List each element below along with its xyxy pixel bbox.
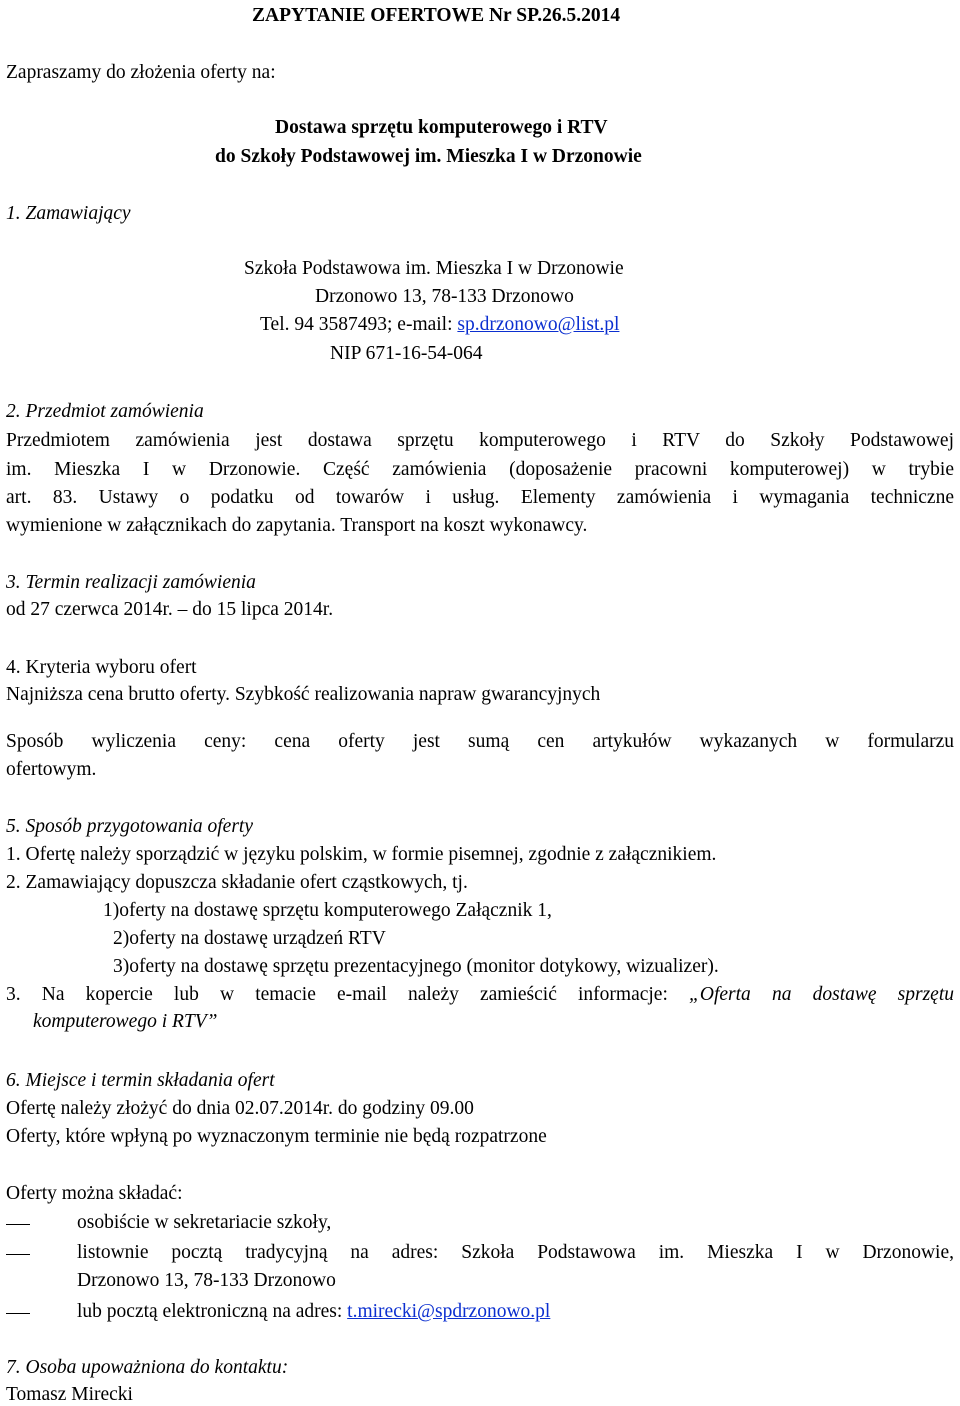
submission-deadline: Ofertę należy złożyć do dnia 02.07.2014r. do godziny 09.00 [6, 1098, 474, 1119]
ordering-party-name: Szkoła Podstawowa im. Mieszka I w Drzonowie [244, 258, 624, 279]
school-email-link[interactable]: sp.drzonowo@list.pl [457, 314, 620, 335]
late-offers-note: Oferty, które wpłyną po wyznaczonym terminie nie będą rozpatrzone [6, 1126, 547, 1147]
section-3-heading: 3. Termin realizacji zamówienia [6, 572, 256, 593]
section-1-heading: 1. Zamawiający [6, 203, 131, 224]
preparation-point-3-line-1 [6, 984, 954, 1006]
subject-paragraph-line-3: art. 83. Ustawy o podatku od towarów i usług. Elementy zamówienia i wymagania techniczne [6, 487, 954, 508]
preparation-point-1: 1. Ofertę należy sporządzić w języku polskim, w formie pisemnej, zgodnie z załącznikiem. [6, 844, 717, 865]
method-in-person: osobiście w sekretariacie szkoły, [77, 1212, 332, 1233]
ordering-party-address: Drzonowo 13, 78-133 Drzonowo [315, 286, 574, 307]
partial-offer-1: 1)oferty na dostawę sprzętu komputerowego Załącznik 1, [103, 900, 552, 921]
subject-paragraph-line-2: im. Mieszka I w Drzonowie. Część zamówienia (doposażenie pracowni komputerowej) w trybie [6, 459, 954, 480]
invite-text: Zapraszamy do złożenia oferty na: [6, 62, 276, 83]
ordering-party-contact [260, 314, 619, 336]
method-email [77, 1301, 550, 1323]
deadline-text: od 27 czerwca 2014r. – do 15 lipca 2014r. [6, 599, 334, 620]
section-6-heading: 6. Miejsce i termin składania ofert [6, 1070, 275, 1091]
document-title: ZAPYTANIE OFERTOWE Nr SP.26.5.2014 [252, 5, 621, 26]
section-5-heading: 5. Sposób przygotowania oferty [6, 816, 253, 837]
subject-paragraph-line-4: wymienione w załącznikach do zapytania. Transport na koszt wykonawcy. [6, 515, 588, 536]
tel-text: Tel. 94 3587493; e-mail: [260, 314, 458, 335]
envelope-info-text: 3. Na kopercie lub w temacie e-mail należy zamieścić informacje: [6, 984, 690, 1005]
ordering-party-nip: NIP 671-16-54-064 [330, 343, 483, 364]
partial-offer-2: 2)oferty na dostawę urządzeń RTV [113, 928, 386, 949]
price-method-line-2: ofertowym. [6, 759, 97, 780]
envelope-quote-1: „Oferta na dostawę sprzętu [689, 984, 955, 1005]
section-4-heading: 4. Kryteria wyboru ofert [6, 657, 197, 678]
bullet-dash [6, 1254, 30, 1255]
subject-paragraph-line-1: Przedmiotem zamówienia jest dostawa sprzętu komputerowego i RTV do Szkoły Podstawowej [6, 430, 954, 451]
section-2-heading: 2. Przedmiot zamówienia [6, 401, 204, 422]
subject-line-1: Dostawa sprzętu komputerowego i RTV [275, 117, 608, 138]
price-method-line-1: Sposób wyliczenia ceny: cena oferty jest sumą cen artykułów wykazanych w formularzu [6, 731, 954, 752]
bullet-dash [6, 1313, 30, 1314]
preparation-point-2: 2. Zamawiający dopuszcza składanie ofert cząstkowych, tj. [6, 872, 468, 893]
submission-methods-intro: Oferty można składać: [6, 1183, 183, 1204]
method-email-text: lub pocztą elektroniczną na adres: [77, 1301, 348, 1322]
section-7-heading: 7. Osoba upoważniona do kontaktu: [6, 1357, 289, 1378]
method-post-line-2: Drzonowo 13, 78-133 Drzonowo [77, 1270, 336, 1291]
envelope-quote-2: komputerowego i RTV” [33, 1011, 218, 1032]
contact-email-link[interactable]: t.mirecki@spdrzonowo.pl [347, 1301, 551, 1322]
bullet-dash [6, 1224, 30, 1225]
partial-offer-3: 3)oferty na dostawę sprzętu prezentacyjnego (monitor dotykowy, wizualizer). [113, 956, 719, 977]
method-post-line-1: listownie pocztą tradycyjną na adres: Szkoła Podstawowa im. Mieszka I w Drzonowie, [77, 1242, 954, 1263]
subject-line-2: do Szkoły Podstawowej im. Mieszka I w Drzonowie [215, 146, 642, 167]
contact-person-name: Tomasz Mirecki [6, 1384, 133, 1405]
criteria-text: Najniższa cena brutto oferty. Szybkość realizowania napraw gwarancyjnych [6, 684, 601, 705]
